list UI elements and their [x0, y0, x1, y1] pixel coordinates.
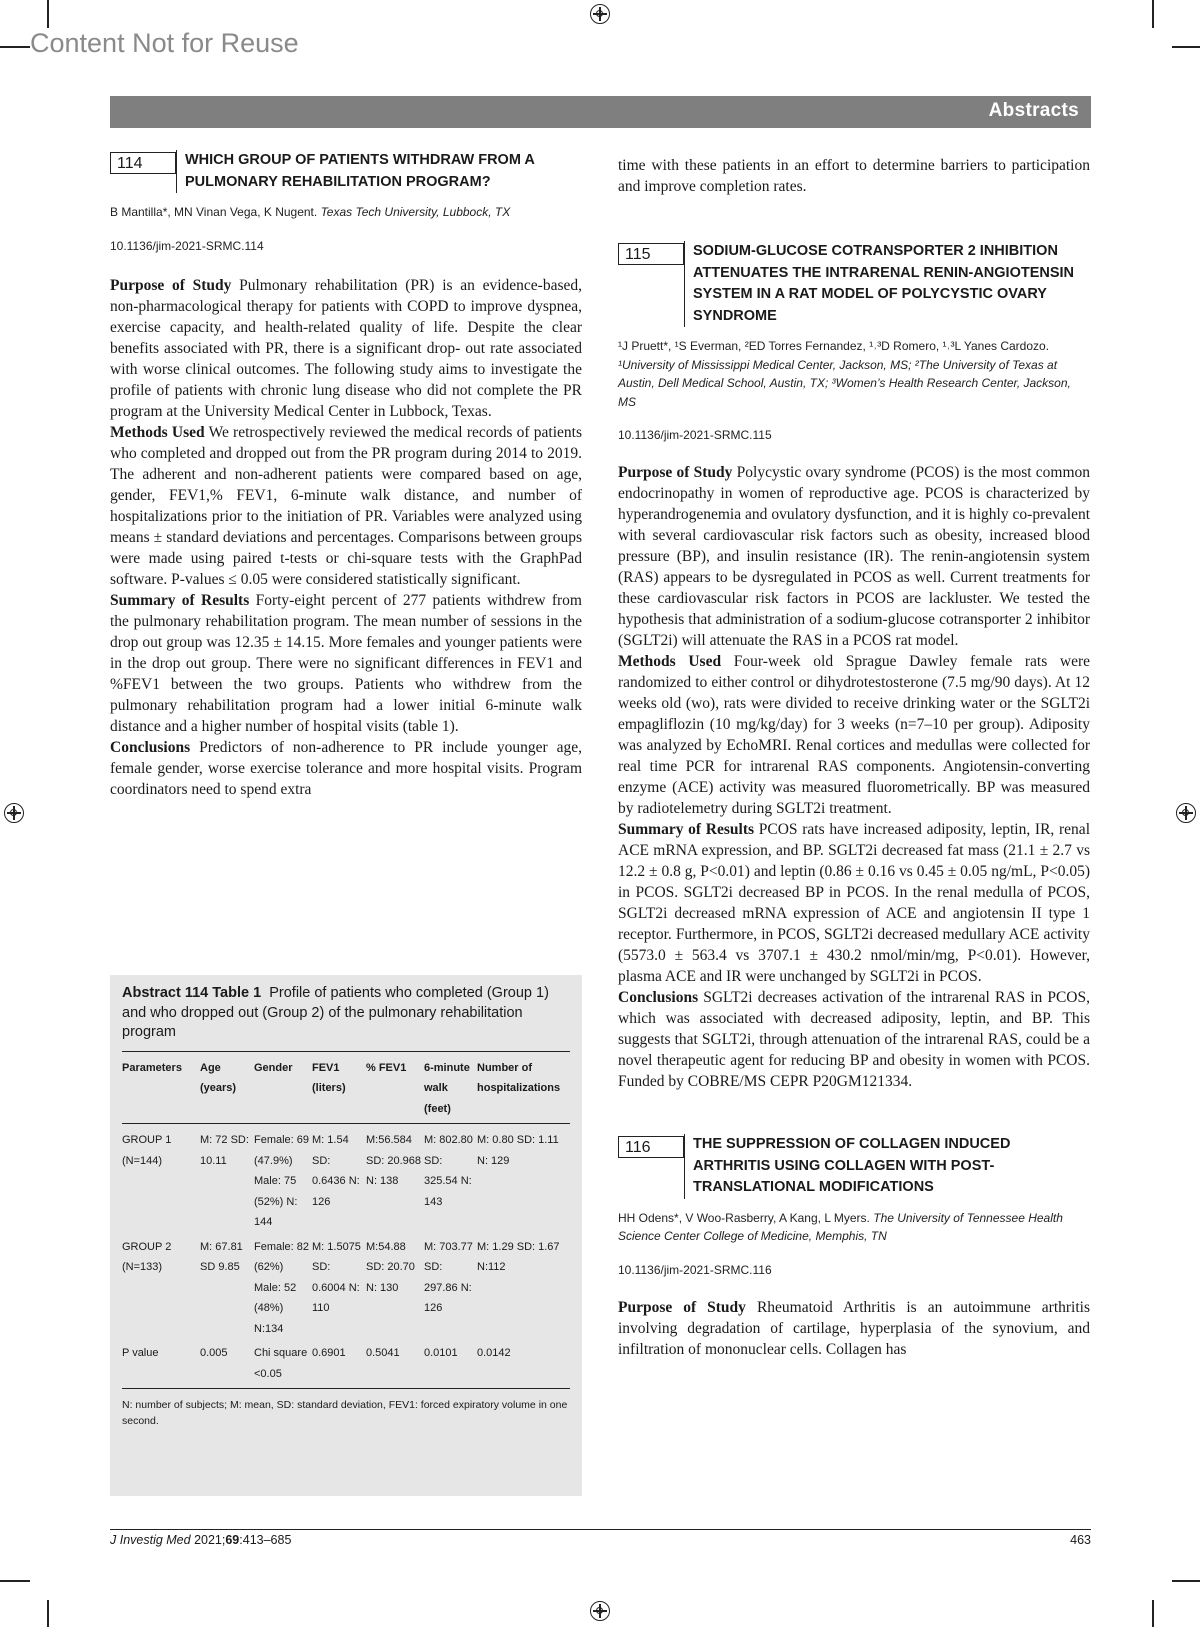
- right-column: [618, 155, 1090, 1360]
- column-header: Parameters: [122, 1051, 200, 1124]
- table-caption-label: Abstract 114 Table 1: [122, 985, 262, 1001]
- table-cell: M: 72 SD: 10.11: [200, 1134, 249, 1167]
- authors: HH Odens*, V Woo-Rasberry, A Kang, L Myers.: [618, 1210, 870, 1225]
- purpose-label: Purpose of Study: [618, 1298, 746, 1316]
- crop-mark: [47, 0, 49, 28]
- table-cell: 0.0142: [477, 1341, 570, 1389]
- table-cell: Female: 69 (47.9%) Male: 75 (52%) N: 144: [254, 1134, 310, 1228]
- table-cell: M:56.584 SD: 20.968 N: 138: [366, 1134, 422, 1187]
- abstract-115: [618, 241, 1090, 1092]
- purpose-label: Purpose of Study: [110, 276, 232, 294]
- affiliation: The University of Tennessee Health Science Center College of Medicine, Memphis, TN: [618, 1210, 1063, 1243]
- section-label: Abstracts: [988, 100, 1079, 121]
- conclusions-label: Conclusions: [110, 738, 191, 756]
- table-cell: M:54.88 SD: 20.70 N: 130: [366, 1240, 415, 1294]
- abstract-116: [618, 1134, 1090, 1360]
- crop-mark: [0, 1580, 30, 1582]
- conclusions-label: Conclusions: [618, 989, 699, 1006]
- abstract-heading: [618, 241, 1090, 327]
- author-list: [110, 203, 582, 222]
- abstract-number: 114: [110, 152, 176, 174]
- conclusions-text: SGLT2i decreases activation of the intrarenal RAS in PCOS, which was associated with decreased adiposity, leptin, and BP. This suggests that SGLT2i, through attenuation of the intrarenal RAS, could be a novel therapeutic agent for reducing BP and obesity in women with PCOS. Funded by COBRE/MS CEPR P20GM121334.: [618, 989, 1090, 1090]
- crop-mark: [1172, 1580, 1200, 1582]
- table-cell: M: 802.80 SD: 325.54 N: 143: [424, 1134, 473, 1208]
- column-header: % FEV1: [366, 1051, 424, 1124]
- registration-mark-icon: [590, 1601, 610, 1621]
- affiliation: Texas Tech University, Lubbock, TX: [320, 205, 511, 219]
- conclusions-paragraph: [618, 987, 1090, 1092]
- watermark: Content Not for Reuse: [30, 28, 299, 58]
- journal-year: 2021;: [194, 1533, 226, 1547]
- abstract-title: SODIUM-GLUCOSE COTRANSPORTER 2 INHIBITION ATTENUATES THE INTRARENAL RENIN-ANGIOTENSIN SYSTEM IN A RAT MODEL OF POLYCYSTIC OVARY SYNDROME: [684, 241, 1090, 327]
- column-header: FEV1 (liters): [312, 1051, 366, 1124]
- author-list: [618, 337, 1090, 411]
- table-cell: M: 703.77 SD: 297.86 N: 126: [424, 1240, 473, 1314]
- abstract-114-continued: time with these patients in an effort to determine barriers to participation and improve completion rates.: [618, 157, 1090, 195]
- table-cell: M: 1.5075 SD: 0.6004 N: 110: [312, 1240, 361, 1314]
- purpose-text: Polycystic ovary syndrome (PCOS) is the most common endocrinopathy in women of reproductive age. PCOS is characterized by hyperandrogenemia and ovulatory dysfunction, and it is highly co-prevalent with several cardiovascular risk factors such as obesity, increased blood pressure (BP), and insulin resistance (IR). The renin-angiotensin system (RAS) appears to be dysregulated in PCOS as well. Current treatments for these cardiovascular risk factors in PCOS are lackluster. We tested the hypothesis that administration of a sodium-glucose cotransporter 2 inhibitor (SGLT2i) will attenuate the RAS in a PCOS rat model.: [618, 464, 1091, 649]
- methods-label: Methods Used: [110, 423, 205, 441]
- affiliation: ¹University of Mississippi Medical Center, Jackson, MS; ²The University of Texas at Austin, Dell Medical School, Austin, TX; ³Women’s Health Research Center, Jackson, MS: [618, 357, 1071, 409]
- methods-paragraph: [110, 422, 582, 590]
- authors: B Mantilla*, MN Vinan Vega, K Nugent.: [110, 205, 318, 219]
- journal-citation: [110, 1533, 291, 1547]
- table-cell: GROUP 2 (N=133): [122, 1240, 172, 1273]
- table-caption: [122, 984, 570, 1043]
- methods-paragraph: [618, 651, 1090, 819]
- conclusions-paragraph: [110, 737, 582, 800]
- journal-name: J Investig Med: [110, 1533, 191, 1547]
- journal-pages: :413–685: [239, 1533, 292, 1547]
- table-row: [122, 1124, 570, 1235]
- purpose-paragraph: [110, 275, 582, 422]
- footer-rule: [110, 1529, 1091, 1530]
- table-cell: 0.5041: [366, 1341, 424, 1389]
- table-cell: Chi square <0.05: [254, 1341, 312, 1389]
- column-header: 6-minute walk (feet): [424, 1051, 477, 1124]
- journal-volume: 69: [225, 1533, 240, 1547]
- table-cell: M: 67.81 SD 9.85: [200, 1240, 243, 1273]
- doi: 10.1136/jim-2021-SRMC.114: [110, 238, 264, 253]
- methods-text: Four-week old Sprague Dawley female rats were randomized to either control or dihydrotestosterone (7.5 mg/90 days). At 12 weeks old (wo), rats were divided to receive drinking water or the SGLT2i empagliflozin (10 mg/kg/day) for 3 weeks (n=7–10 per group). Adiposity was analyzed by EchoMRI. Renal cortices and medullas were collected for real time PCR for intrarenal RAS components. Angiotensin-converting enzyme (ACE) activity was measured fluorometrically. BP was measured by radiotelemetry during SGLT2i treatment.: [618, 653, 1091, 817]
- results-label: Summary of Results: [618, 821, 755, 838]
- table-cell: Female: 82 (62%) Male: 52 (48%) N:134: [254, 1240, 310, 1335]
- conclusions-text: Predictors of non-adherence to PR include younger age, female gender, worse exercise tolerance and more hospital visits. Program coordinators need to spend extra: [110, 738, 583, 798]
- purpose-paragraph: [618, 1297, 1090, 1360]
- table-cell: M: 1.29 SD: 1.67 N:112: [477, 1240, 560, 1273]
- abstract-heading: [110, 150, 582, 193]
- purpose-text: Pulmonary rehabilitation (PR) is an evidence-based, non-pharmacological therapy for patients with COPD to improve dyspnea, exercise capacity, and health-related quality of life. Despite the clear benefits associated with PR, there is a significant drop- out rate associated with worse clinical outcomes. The following study aims to investigate the profile of patients with chronic lung disease who did not complete the PR program at the University Medical Center in Lubbock, Texas.: [110, 276, 582, 420]
- table-cell: M: 1.54 SD: 0.6436 N: 126: [312, 1134, 360, 1208]
- doi: 10.1136/jim-2021-SRMC.116: [618, 1262, 772, 1277]
- abstract-heading: [618, 1134, 1090, 1199]
- registration-mark-icon: [1176, 803, 1196, 823]
- table-cell: 0.005: [200, 1341, 254, 1389]
- table-caption-text: Profile of patients who completed (Group 1) and who dropped out (Group 2) of the pulmonary rehabilitation program: [122, 985, 549, 1040]
- section-header-bar: [110, 96, 1091, 128]
- abstract-number: 115: [618, 243, 684, 265]
- abstract-114-table: [110, 975, 582, 1496]
- purpose-text: Rheumatoid Arthritis is an autoimmune arthritis involving degradation of cartilage, hyperplasia of the synovium, and infiltration of mononuclear cells. Collagen has: [618, 1298, 1091, 1358]
- column-header: Gender: [254, 1051, 312, 1124]
- results-paragraph: [618, 819, 1090, 987]
- author-list: [618, 1209, 1090, 1246]
- methods-label: Methods Used: [618, 653, 722, 670]
- table-cell: 0.6901: [312, 1341, 366, 1389]
- crop-mark: [0, 46, 30, 48]
- table-cell: P value: [122, 1341, 200, 1389]
- authors: ¹J Pruett*, ¹S Everman, ²ED Torres Fernandez, ¹˒³D Romero, ¹˒³L Yanes Cardozo.: [618, 339, 1050, 353]
- data-table: [122, 1051, 570, 1390]
- abstract-title: THE SUPPRESSION OF COLLAGEN INDUCED ARTHRITIS USING COLLAGEN WITH POST-TRANSLATIONAL MODIFICATIONS: [684, 1134, 1090, 1199]
- doi: 10.1136/jim-2021-SRMC.115: [618, 428, 772, 442]
- table-footnote: N: number of subjects; M: mean, SD: standard deviation, FEV1: forced expiratory volume in one second.: [122, 1399, 568, 1427]
- results-label: Summary of Results: [110, 591, 250, 609]
- results-text: PCOS rats have increased adiposity, leptin, IR, renal ACE mRNA expression, and BP. SGLT2i decreased fat mass (21.1 ± 2.7 vs 12.2 ± 0.8 g, P<0.01) and leptin (0.86 ± 0.16 vs 0.45 ± 0.05 ng/mL, P<0.05) in PCOS. SGLT2i decreased BP in PCOS. In the renal medulla of PCOS, SGLT2i decreased mRNA expression of ACE and angiotensin II type 1 receptor. Furthermore, in PCOS, SGLT2i decreased medullary ACE activity (5573.0 ± 563.4 vs 3707.1 ± 430.2 nmol/min/mg, P<0.01). However, plasma ACE and IR were unchanged by SGLT2i in PCOS.: [618, 821, 1090, 985]
- purpose-paragraph: [618, 462, 1090, 651]
- registration-mark-icon: [590, 4, 610, 24]
- table-row: [122, 1235, 570, 1342]
- abstract-title: WHICH GROUP OF PATIENTS WITHDRAW FROM A PULMONARY REHABILITATION PROGRAM?: [176, 150, 582, 193]
- results-text: Forty-eight percent of 277 patients withdrew from the pulmonary rehabilitation program. The mean number of sessions in the drop out group was 12.35 ± 14.15. More females and younger patients were in the drop out group. There were no significant differences in FEV1 and %FEV1 between the two groups. Patients who withdrew from the pulmonary rehabilitation program had a lower initial 6-minute walk distance and a higher number of hospital visits (table 1).: [110, 591, 582, 735]
- crop-mark: [1152, 0, 1154, 28]
- table-row: [122, 1341, 570, 1389]
- table-cell: M: 0.80 SD: 1.11 N: 129: [477, 1134, 559, 1167]
- abstract-114: [110, 150, 582, 800]
- table-header-row: [122, 1051, 570, 1124]
- purpose-label: Purpose of Study: [618, 464, 733, 481]
- table-cell: GROUP 1 (N=144): [122, 1134, 172, 1167]
- abstract-number: 116: [618, 1136, 684, 1158]
- column-header: Age (years): [200, 1051, 254, 1124]
- crop-mark: [1172, 46, 1200, 48]
- registration-mark-icon: [4, 803, 24, 823]
- crop-mark: [1152, 1600, 1154, 1627]
- methods-text: We retrospectively reviewed the medical records of patients who completed and dropped out from the PR program during 2014 to 2019. The adherent and non-adherent patients were compared based on age, gender, FEV1,% FEV1, 6-minute walk distance, and number of hospitalizations prior to the initiation of PR. Variables were analyzed using means ± standard deviations and percentages. Comparisons between groups were made using paired t-tests or chi-square tests with the GraphPad software. P-values ≤ 0.05 were considered statistically significant.: [110, 423, 582, 588]
- table-cell: 0.0101: [424, 1341, 477, 1389]
- crop-mark: [47, 1600, 49, 1627]
- column-header: Number of hospitalizations: [477, 1051, 570, 1124]
- page-number: 463: [1070, 1533, 1091, 1547]
- results-paragraph: [110, 590, 582, 737]
